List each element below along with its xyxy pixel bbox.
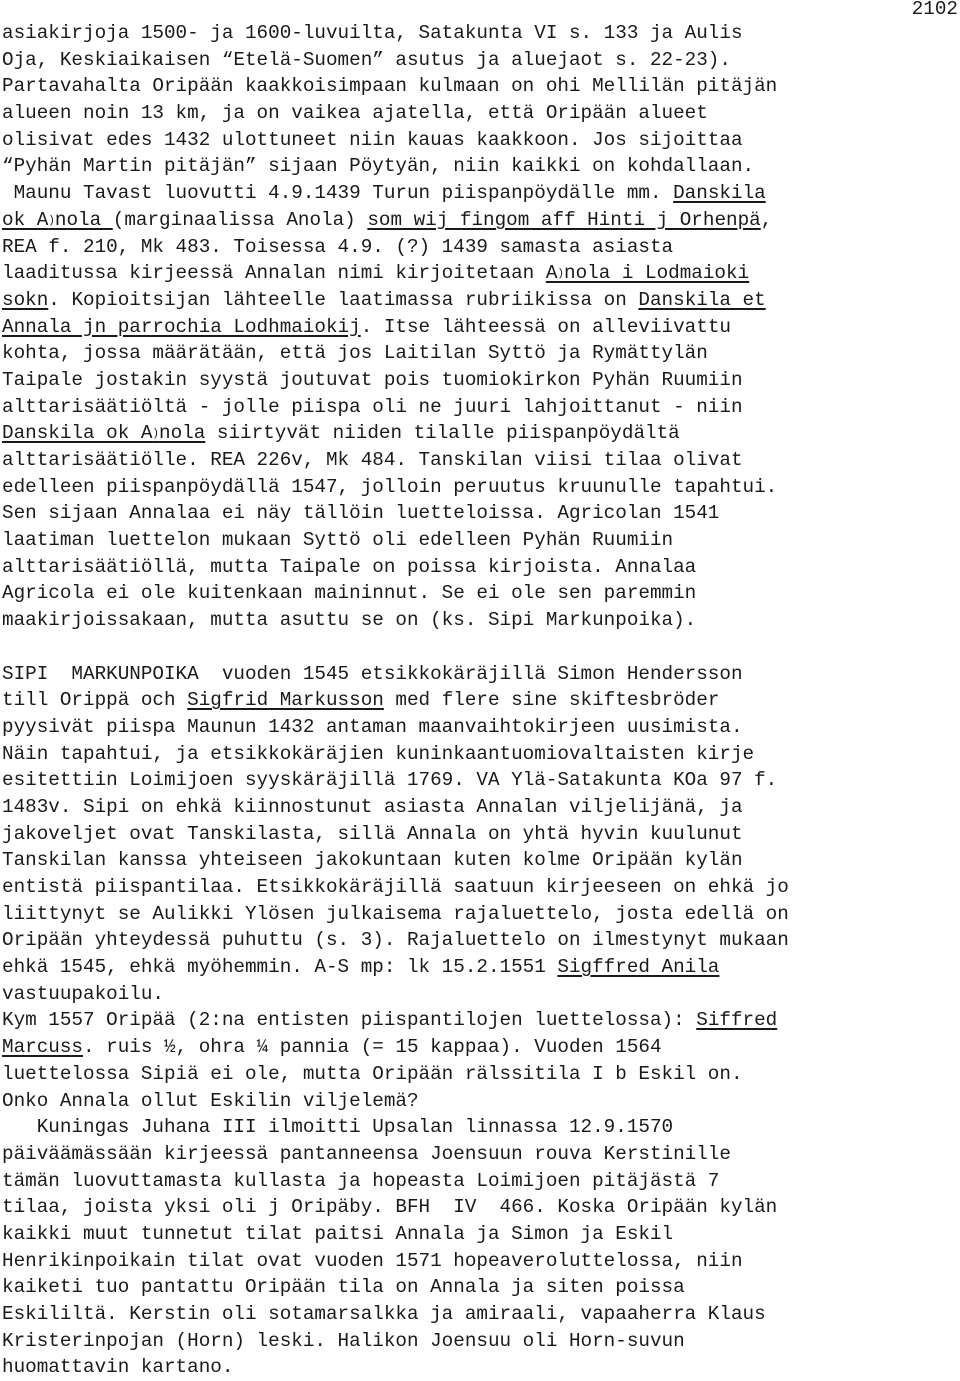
text-line: “Pyhän Martin pitäjän” sijaan Pöytyän, niin kaikki on kohdallaan.: [2, 155, 755, 178]
text-line: [2, 954, 958, 981]
text-line: [2, 420, 958, 447]
superscript-mark: ): [48, 214, 55, 227]
text-run: Kym 1557 Oripää (2:na entisten piispantilojen luettelossa):: [2, 1009, 697, 1032]
text-run: till Orippä och: [2, 689, 188, 712]
underlined-citation: Danskila ok A)nola: [2, 422, 206, 445]
text-run: ehkä 1545, ehkä myöhemmin. A-S mp: lk 15.2.1551: [2, 956, 558, 979]
text-line: alttarisäätiöltä - jolle piispa oli ne juuri lahjoittanut - niin: [2, 395, 743, 418]
text-line: Henrikinpoikain tilat ovat vuoden 1571 hopeaveroluttelossa, niin: [2, 1249, 743, 1272]
text-line: alttarisäätiöllä, mutta Taipale on poissa kirjoista. Annalaa: [2, 555, 697, 578]
text-run: . Itse lähteessä on alleviivattu: [360, 315, 731, 338]
text-line: olisivat edes 1432 ulottuneet niin kauas kaakkoon. Jos sijoittaa: [2, 128, 743, 151]
text-line: päiväämässään kirjeessä pantanneensa Joensuun rouva Kerstinille: [2, 1142, 731, 1165]
text-line: huomattavin kartano.: [2, 1356, 234, 1379]
text-line: Oja, Keskiaikaisen “Etelä-Suomen” asutus ja aluejaot s. 22-23).: [2, 48, 731, 71]
text-line: entistä piispantilaa. Etsikkokäräjillä saatuun kirjeeseen on ehkä jo: [2, 876, 789, 898]
text-line: vastuupakoilu.: [2, 982, 164, 1005]
text-line: Agricola ei ole kuitenkaan maininnut. Se ei ole sen paremmin: [2, 582, 697, 605]
text-line: Kuningas Juhana III ilmoitti Upsalan linnassa 12.9.1570: [2, 1116, 674, 1139]
text-run: laaditussa kirjeessä Annalan nimi kirjoitetaan: [2, 262, 546, 285]
underlined-citation: Danskila et: [638, 288, 766, 311]
text-line: [2, 687, 958, 714]
text-line: Oripään yhteydessä puhuttu (s. 3). Rajaluettelo on ilmestynyt mukaan: [2, 929, 789, 952]
text-line: Näin tapahtui, ja etsikkokäräjien kuninkaantuomiovaltaisten kirje: [2, 742, 755, 765]
text-line: 1483v. Sipi on ehkä kiinnostunut asiasta Annalan viljelijänä, ja: [2, 795, 743, 818]
text-line: edelleen piispanpöydällä 1547, jolloin peruutus kruunulle tapahtui.: [2, 475, 778, 498]
underlined-citation: Sigffred Anila: [557, 956, 720, 979]
underlined-citation: ok A)nola: [2, 208, 113, 231]
text-line: [2, 180, 958, 207]
text-line: Partavahalta Oripään kaakkoisimpaan kulmaan on ohi Mellilän pitäjän: [2, 75, 778, 98]
text-line: [2, 1034, 958, 1061]
page-number: 2102: [911, 0, 958, 20]
underlined-citation: Danskila: [673, 182, 766, 205]
text-line: alttarisäätiölle. REA 226v, Mk 484. Tanskilan viisi tilaa olivat: [2, 449, 743, 471]
underlined-citation: A)nola i Lodmaioki: [545, 262, 750, 285]
text-run: Maunu Tavast luovutti 4.9.1439 Turun piispanpöydälle mm.: [2, 182, 674, 205]
text-line: tilaa, joista yksi oli j Oripäby. BFH IV 466. Koska Oripään kylän: [2, 1196, 778, 1219]
text-line: [2, 207, 958, 234]
section-heading-line: SIPI MARKUNPOIKA vuoden 1545 etsikkokäräjillä Simon Hendersson: [2, 662, 743, 685]
text-line: Tanskilan kanssa yhteiseen jakokuntaan kuten kolme Oripään kylän: [2, 849, 743, 872]
text-line: maakirjoissakaan, mutta asuttu se on (ks. Sipi Markunpoika).: [2, 609, 697, 632]
text-line: kaiketi tuo pantattu Oripään tila on Annala ja siten poissa: [2, 1276, 685, 1299]
superscript-mark: ): [557, 268, 565, 281]
text-run: (marginaalissa Anola): [112, 208, 368, 231]
text-line: Sen sijaan Annalaa ei näy tällöin luetteloissa. Agricolan 1541: [2, 502, 720, 525]
text-line: tämän luovuttamasta kullasta ja hopeasta Loimijoen pitäjästä 7: [2, 1169, 720, 1192]
underlined-citation: Annala jn parrochia Lodhmaiokij: [2, 315, 361, 338]
text-line: pyysivät piispa Maunun 1432 antaman maanvaihtokirjeen uusimista.: [2, 715, 743, 738]
text-line: liittynyt se Aulikki Ylösen julkaisema rajaluettelo, josta edellä on: [2, 902, 789, 925]
text-line: [2, 260, 958, 287]
text-line: Kristerinpojan (Horn) leski. Halikon Joensuu oli Horn-suvun: [2, 1329, 685, 1352]
text-line: esitettiin Loimijoen syyskäräjillä 1769. VA Ylä-Satakunta KOa 97 f.: [2, 769, 778, 792]
text-line: [2, 314, 958, 341]
text-run: ,: [760, 208, 773, 231]
text-run: . ruis ½, ohra ¼ pannia (= 15 kappaa). Vuoden 1564: [83, 1036, 662, 1059]
text-run: . Kopioitsijan lähteelle laatimassa rubriikissa on: [48, 288, 639, 311]
underlined-citation: Siffred: [696, 1009, 778, 1032]
underlined-citation: Sigfrid Markusson: [187, 689, 384, 712]
text-run: siirtyvät niiden tilalle piispanpöydältä: [205, 422, 680, 445]
text-line: kaikki muut tunnetut tilat paitsi Annala ja Simon ja Eskil: [2, 1222, 674, 1245]
text-line: asiakirjoja 1500- ja 1600-luvuilta, Satakunta VI s. 133 ja Aulis: [2, 22, 743, 44]
paragraph-gap: [2, 634, 958, 661]
text-line: Onko Annala ollut Eskilin viljelemä?: [2, 1089, 419, 1112]
underlined-citation: sokn: [2, 288, 49, 311]
text-line: [2, 287, 958, 314]
text-line: REA f. 210, Mk 483. Toisessa 4.9. (?) 1439 samasta asiasta: [2, 235, 674, 258]
text-line: Eskililtä. Kerstin oli sotamarsalkka ja amiraali, vapaaherra Klaus: [2, 1303, 766, 1325]
text-line: laatiman luettelon mukaan Syttö oli edelleen Pyhän Ruumiin: [2, 529, 674, 552]
text-line: alueen noin 13 km, ja on vaikea ajatella, että Oripään alueet: [2, 102, 708, 125]
text-line: [2, 1007, 958, 1034]
text-line: luettelossa Sipiä ei ole, mutta Oripään rälssitila I b Eskil on.: [2, 1062, 743, 1085]
document-page: [2, 0, 958, 1381]
text-line: jakoveljet ovat Tanskilasta, sillä Annala on yhtä hyvin kuulunut: [2, 822, 743, 845]
underlined-citation: Marcuss: [2, 1036, 83, 1059]
text-line: kohta, jossa määrätään, että jos Laitilan Syttö ja Rymättylän: [2, 342, 708, 365]
text-line: Taipale jostakin syystä joutuvat pois tuomiokirkon Pyhän Ruumiin: [2, 368, 743, 391]
underlined-citation: som wij fingom aff Hinti j Orhenpä: [367, 208, 761, 231]
superscript-mark: ): [152, 428, 160, 441]
text-run: med flere sine skiftesbröder: [383, 689, 720, 712]
